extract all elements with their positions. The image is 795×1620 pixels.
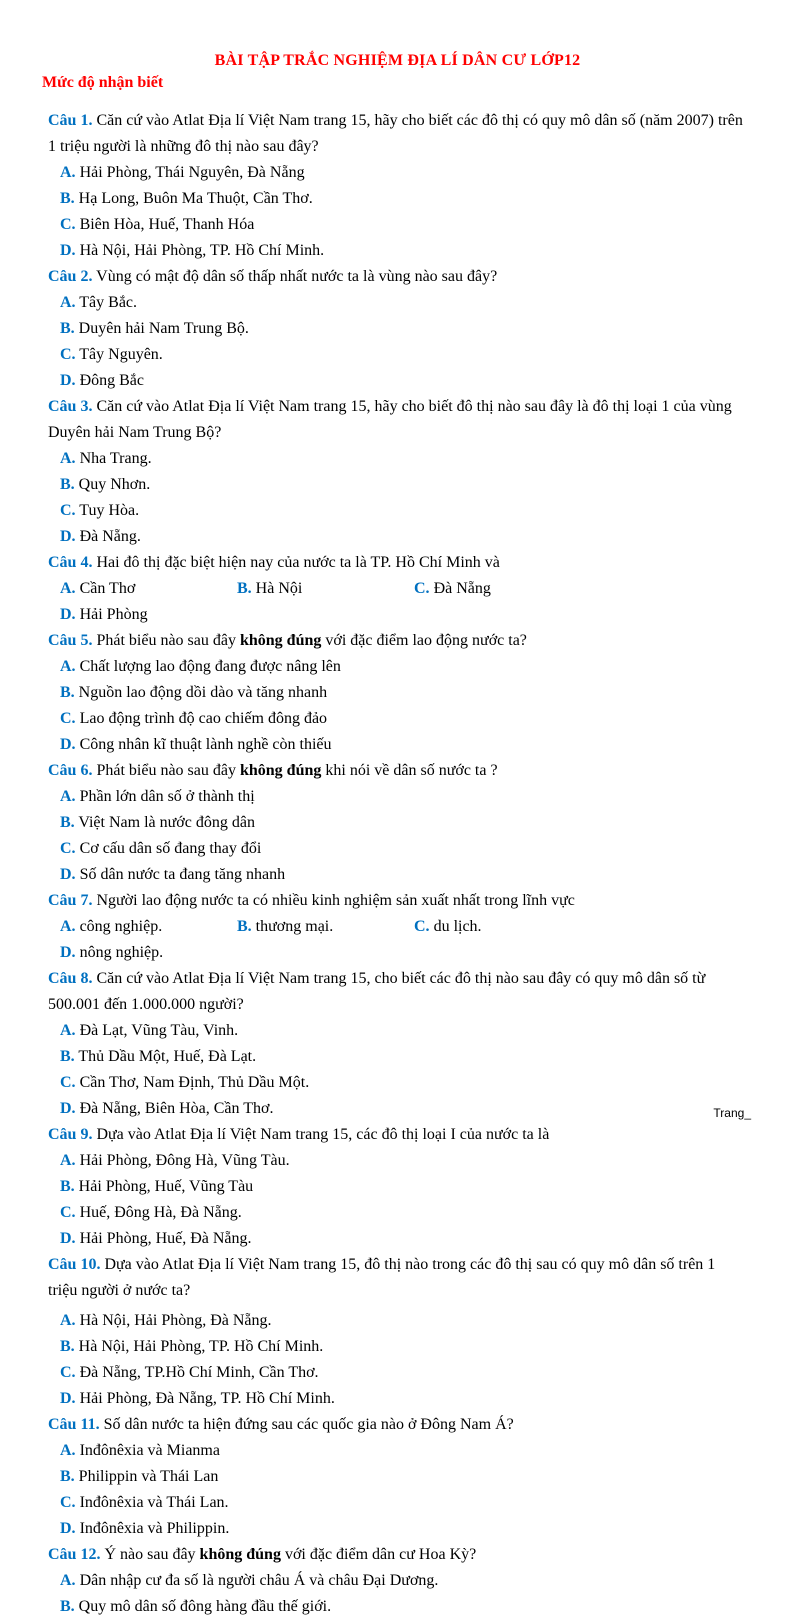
option-letter: B. — [60, 320, 75, 337]
emphasis-text: không đúng — [239, 632, 322, 649]
answer-options — [48, 1308, 748, 1412]
option-text: Inđônêxia và Thái Lan. — [75, 1494, 229, 1511]
question-stem — [48, 1122, 748, 1148]
question-number: Câu 11. — [48, 1416, 100, 1433]
option-letter: B. — [60, 190, 75, 207]
option-letter: C. — [414, 918, 430, 935]
answer-options — [48, 1568, 748, 1620]
option-letter: C. — [60, 346, 76, 363]
option-text: Biên Hòa, Huế, Thanh Hóa — [75, 216, 255, 233]
answer-option-c — [60, 1200, 414, 1226]
question-stem — [48, 1252, 748, 1304]
option-letter: B. — [237, 580, 252, 597]
option-letter: D. — [60, 1100, 76, 1117]
option-letter: D. — [60, 606, 76, 623]
question-2 — [48, 264, 748, 394]
option-letter: B. — [60, 814, 75, 831]
option-text: Hải Phòng, Đông Hà, Vũng Tàu. — [75, 1152, 290, 1169]
question-stem — [48, 888, 748, 914]
option-letter: C. — [60, 1204, 76, 1221]
answer-option-c — [414, 576, 591, 602]
question-number: Câu 10. — [48, 1256, 101, 1273]
answer-options — [48, 1018, 748, 1122]
option-text: Đà Nẵng, TP.Hồ Chí Minh, Cần Thơ. — [75, 1364, 319, 1381]
section-heading: Mức độ nhận biết — [42, 74, 164, 91]
question-12 — [48, 1542, 748, 1620]
option-text: Đà Lạt, Vũng Tàu, Vinh. — [75, 1022, 239, 1039]
question-number: Câu 3. — [48, 398, 93, 415]
option-letter: A. — [60, 788, 76, 805]
question-text: Người lao động nước ta có nhiều kinh nghiệm sản xuất nhất trong lĩnh vực — [92, 892, 575, 909]
question-number: Câu 6. — [48, 762, 93, 779]
question-stem — [48, 758, 748, 784]
option-text: Quy mô dân số đông hàng đầu thế giới. — [74, 1598, 332, 1615]
option-letter: B. — [60, 684, 75, 701]
option-text: Hà Nội, Hải Phòng, TP. Hồ Chí Minh. — [74, 1338, 324, 1355]
option-text: Cần Thơ — [75, 580, 136, 597]
answer-option-b — [60, 810, 414, 836]
option-text: Hải Phòng, Thái Nguyên, Đà Nẵng — [75, 164, 305, 181]
answer-options — [48, 576, 748, 628]
option-text: Inđônêxia và Philippin. — [75, 1520, 230, 1537]
option-text: Hà Nội — [251, 580, 303, 597]
option-letter: D. — [60, 1230, 76, 1247]
option-text: Dân nhập cư đa số là người châu Á và châu Đại Dương. — [75, 1572, 439, 1589]
option-letter: A. — [60, 658, 76, 675]
option-letter: C. — [60, 1074, 76, 1091]
answer-options — [48, 290, 748, 394]
option-text: Cần Thơ, Nam Định, Thủ Dầu Một. — [75, 1074, 310, 1091]
option-letter: D. — [60, 944, 76, 961]
option-text: Tây Bắc. — [75, 294, 138, 311]
emphasis-text: không đúng — [199, 1546, 281, 1563]
page-footer: Trang_ — [713, 1106, 751, 1120]
question-text: Căn cứ vào Atlat Địa lí Việt Nam trang 15, hãy cho biết đô thị nào sau đây là đô thị loại 1 của vùng Duyên hải Nam Trung Bộ? — [48, 398, 732, 441]
question-text: Căn cứ vào Atlat Địa lí Việt Nam trang 15, hãy cho biết các đô thị có quy mô dân số (năm 2007) trên 1 triệu người là những đô thị nào sau đây? — [48, 112, 743, 155]
answer-option-d — [60, 1516, 414, 1542]
option-letter: B. — [60, 1338, 75, 1355]
answer-option-d — [60, 940, 237, 966]
option-letter: C. — [60, 840, 76, 857]
question-text: Dựa vào Atlat Địa lí Việt Nam trang 15, đô thị nào trong các đô thị sau có quy mô dân số trên 1 triệu người ở nước ta? — [48, 1256, 716, 1299]
option-letter: A. — [60, 580, 76, 597]
option-text: Tuy Hòa. — [75, 502, 140, 519]
option-text: Tây Nguyên. — [75, 346, 163, 363]
option-text: Philippin và Thái Lan — [74, 1468, 219, 1485]
option-letter: A. — [60, 1022, 76, 1039]
option-text: Thủ Dầu Một, Huế, Đà Lạt. — [74, 1048, 257, 1065]
option-text: thương mại. — [251, 918, 334, 935]
option-letter: C. — [60, 502, 76, 519]
option-letter: A. — [60, 294, 76, 311]
answer-option-d — [60, 1226, 414, 1252]
option-letter: A. — [60, 164, 76, 181]
option-letter: C. — [60, 710, 76, 727]
answer-option-c — [60, 836, 414, 862]
answer-option-b — [60, 186, 414, 212]
question-number: Câu 5. — [48, 632, 93, 649]
option-letter: B. — [60, 1598, 75, 1615]
question-text: với đặc điểm dân cư Hoa Kỳ? — [280, 1546, 477, 1563]
answer-option-b — [60, 316, 414, 342]
answer-option-b — [60, 1594, 748, 1620]
answer-options — [48, 654, 748, 758]
answer-option-c — [414, 914, 591, 940]
question-number: Câu 2. — [48, 268, 93, 285]
document-title: BÀI TẬP TRẮC NGHIỆM ĐỊA LÍ DÂN CƯ LỚP12 — [214, 52, 581, 69]
answer-option-d — [60, 238, 414, 264]
option-text: công nghiệp. — [75, 918, 163, 935]
option-text: Quy Nhơn. — [74, 476, 151, 493]
answer-option-c — [60, 212, 414, 238]
question-text: Hai đô thị đặc biệt hiện nay của nước ta là TP. Hồ Chí Minh và — [92, 554, 500, 571]
option-letter: A. — [60, 918, 76, 935]
answer-option-d — [60, 732, 414, 758]
question-stem — [48, 1412, 748, 1438]
question-text: Số dân nước ta hiện đứng sau các quốc gia nào ở Đông Nam Á? — [99, 1416, 514, 1433]
question-stem — [48, 1542, 748, 1568]
option-letter: A. — [60, 450, 76, 467]
question-text: với đặc điểm lao động nước ta? — [321, 632, 527, 649]
option-text: Hạ Long, Buôn Ma Thuột, Cần Thơ. — [74, 190, 313, 207]
option-text: du lịch. — [429, 918, 482, 935]
answer-option-b — [60, 1334, 414, 1360]
answer-options — [48, 914, 748, 966]
option-letter: D. — [60, 736, 76, 753]
option-text: Huế, Đông Hà, Đà Nẵng. — [75, 1204, 242, 1221]
option-text: Hải Phòng, Đà Nẵng, TP. Hồ Chí Minh. — [75, 1390, 335, 1407]
answer-option-c — [60, 498, 414, 524]
question-number: Câu 4. — [48, 554, 93, 571]
option-text: Cơ cấu dân số đang thay đổi — [75, 840, 262, 857]
option-text: Duyên hải Nam Trung Bộ. — [74, 320, 249, 337]
question-text: Căn cứ vào Atlat Địa lí Việt Nam trang 15, cho biết các đô thị nào sau đây có quy mô dân số từ 500.001 đến 1.000.000 người? — [48, 970, 706, 1013]
option-letter: A. — [60, 1442, 76, 1459]
answer-options — [48, 1438, 748, 1542]
answer-option-a — [60, 784, 414, 810]
question-stem — [48, 966, 748, 1018]
option-text: Nguồn lao động dồi dào và tăng nhanh — [74, 684, 328, 701]
answer-option-c — [60, 706, 414, 732]
question-10 — [48, 1252, 748, 1412]
answer-option-a — [60, 1438, 414, 1464]
answer-option-c — [60, 342, 414, 368]
answer-option-a — [60, 446, 414, 472]
option-letter: D. — [60, 866, 76, 883]
option-letter: D. — [60, 1520, 76, 1537]
option-letter: C. — [414, 580, 430, 597]
option-text: Nha Trang. — [75, 450, 152, 467]
option-letter: C. — [60, 216, 76, 233]
option-text: Đà Nẵng — [429, 580, 491, 597]
answer-option-a — [60, 914, 237, 940]
answer-option-d — [60, 524, 414, 550]
question-11 — [48, 1412, 748, 1542]
option-text: Việt Nam là nước đông dân — [74, 814, 255, 831]
question-number: Câu 12. — [48, 1546, 101, 1563]
question-stem — [48, 108, 748, 160]
option-letter: D. — [60, 528, 76, 545]
option-text: Đà Nẵng, Biên Hòa, Cần Thơ. — [75, 1100, 274, 1117]
answer-option-b — [237, 914, 414, 940]
answer-option-c — [60, 1490, 414, 1516]
option-text: Hà Nội, Hải Phòng, TP. Hồ Chí Minh. — [75, 242, 325, 259]
question-5 — [48, 628, 748, 758]
option-text: Đông Bắc — [75, 372, 144, 389]
option-text: nông nghiệp. — [75, 944, 164, 961]
answer-option-b — [60, 680, 414, 706]
answer-option-b — [237, 576, 414, 602]
answer-option-b — [60, 1464, 414, 1490]
option-text: Đà Nẵng. — [75, 528, 141, 545]
answer-option-a — [60, 1018, 414, 1044]
option-letter: B. — [60, 476, 75, 493]
option-letter: A. — [60, 1312, 76, 1329]
option-letter: D. — [60, 242, 76, 259]
question-6 — [48, 758, 748, 888]
answer-option-d — [60, 862, 414, 888]
answer-option-d — [60, 368, 414, 394]
question-text: Phát biểu nào sau đây — [92, 632, 240, 649]
option-text: Phần lớn dân số ở thành thị — [75, 788, 255, 805]
answer-option-a — [60, 576, 237, 602]
option-letter: C. — [60, 1364, 76, 1381]
question-1 — [48, 108, 748, 264]
question-number: Câu 1. — [48, 112, 93, 129]
option-text: Hải Phòng — [75, 606, 148, 623]
question-number: Câu 7. — [48, 892, 93, 909]
emphasis-text: không đúng — [239, 762, 322, 779]
answer-options — [48, 784, 748, 888]
option-text: Số dân nước ta đang tăng nhanh — [75, 866, 286, 883]
option-text: Hải Phòng, Huế, Đà Nẵng. — [75, 1230, 252, 1247]
option-letter: D. — [60, 372, 76, 389]
option-letter: B. — [60, 1178, 75, 1195]
option-text: Inđônêxia và Mianma — [75, 1442, 220, 1459]
question-stem — [48, 550, 748, 576]
question-9 — [48, 1122, 748, 1252]
option-letter: A. — [60, 1572, 76, 1589]
answer-options — [48, 160, 748, 264]
question-text: Vùng có mật độ dân số thấp nhất nước ta là vùng nào sau đây? — [92, 268, 498, 285]
question-7 — [48, 888, 748, 966]
option-text: Hà Nội, Hải Phòng, Đà Nẵng. — [75, 1312, 272, 1329]
answer-option-a — [60, 654, 414, 680]
option-letter: B. — [237, 918, 252, 935]
question-number: Câu 8. — [48, 970, 93, 987]
answer-option-c — [60, 1360, 414, 1386]
question-stem — [48, 628, 748, 654]
question-text: khi nói về dân số nước ta ? — [321, 762, 498, 779]
question-text: Ý nào sau đây — [100, 1546, 200, 1563]
answer-option-c — [60, 1070, 414, 1096]
option-text: Lao động trình độ cao chiếm đông đảo — [75, 710, 328, 727]
answer-option-a — [60, 1148, 414, 1174]
answer-option-d — [60, 602, 237, 628]
question-8 — [48, 966, 748, 1122]
question-4 — [48, 550, 748, 628]
question-text: Phát biểu nào sau đây — [92, 762, 240, 779]
question-stem — [48, 394, 748, 446]
option-letter: B. — [60, 1048, 75, 1065]
question-text: Dựa vào Atlat Địa lí Việt Nam trang 15, các đô thị loại I của nước ta là — [92, 1126, 550, 1143]
question-3 — [48, 394, 748, 550]
option-text: Chất lượng lao động đang được nâng lên — [75, 658, 341, 675]
answer-option-d — [60, 1096, 414, 1122]
option-letter: B. — [60, 1468, 75, 1485]
question-list — [48, 108, 748, 1620]
option-letter: D. — [60, 1390, 76, 1407]
answer-option-a — [60, 290, 414, 316]
answer-option-b — [60, 1174, 414, 1200]
answer-options — [48, 1148, 748, 1252]
question-stem — [48, 264, 748, 290]
question-number: Câu 9. — [48, 1126, 93, 1143]
option-text: Công nhân kĩ thuật lành nghề còn thiếu — [75, 736, 332, 753]
answer-option-b — [60, 1044, 414, 1070]
answer-option-b — [60, 472, 414, 498]
answer-option-a — [60, 1308, 414, 1334]
answer-options — [48, 446, 748, 550]
answer-option-a — [60, 160, 414, 186]
option-letter: A. — [60, 1152, 76, 1169]
option-letter: C. — [60, 1494, 76, 1511]
option-text: Hải Phòng, Huế, Vũng Tàu — [74, 1178, 254, 1195]
answer-option-d — [60, 1386, 414, 1412]
answer-option-a — [60, 1568, 748, 1594]
